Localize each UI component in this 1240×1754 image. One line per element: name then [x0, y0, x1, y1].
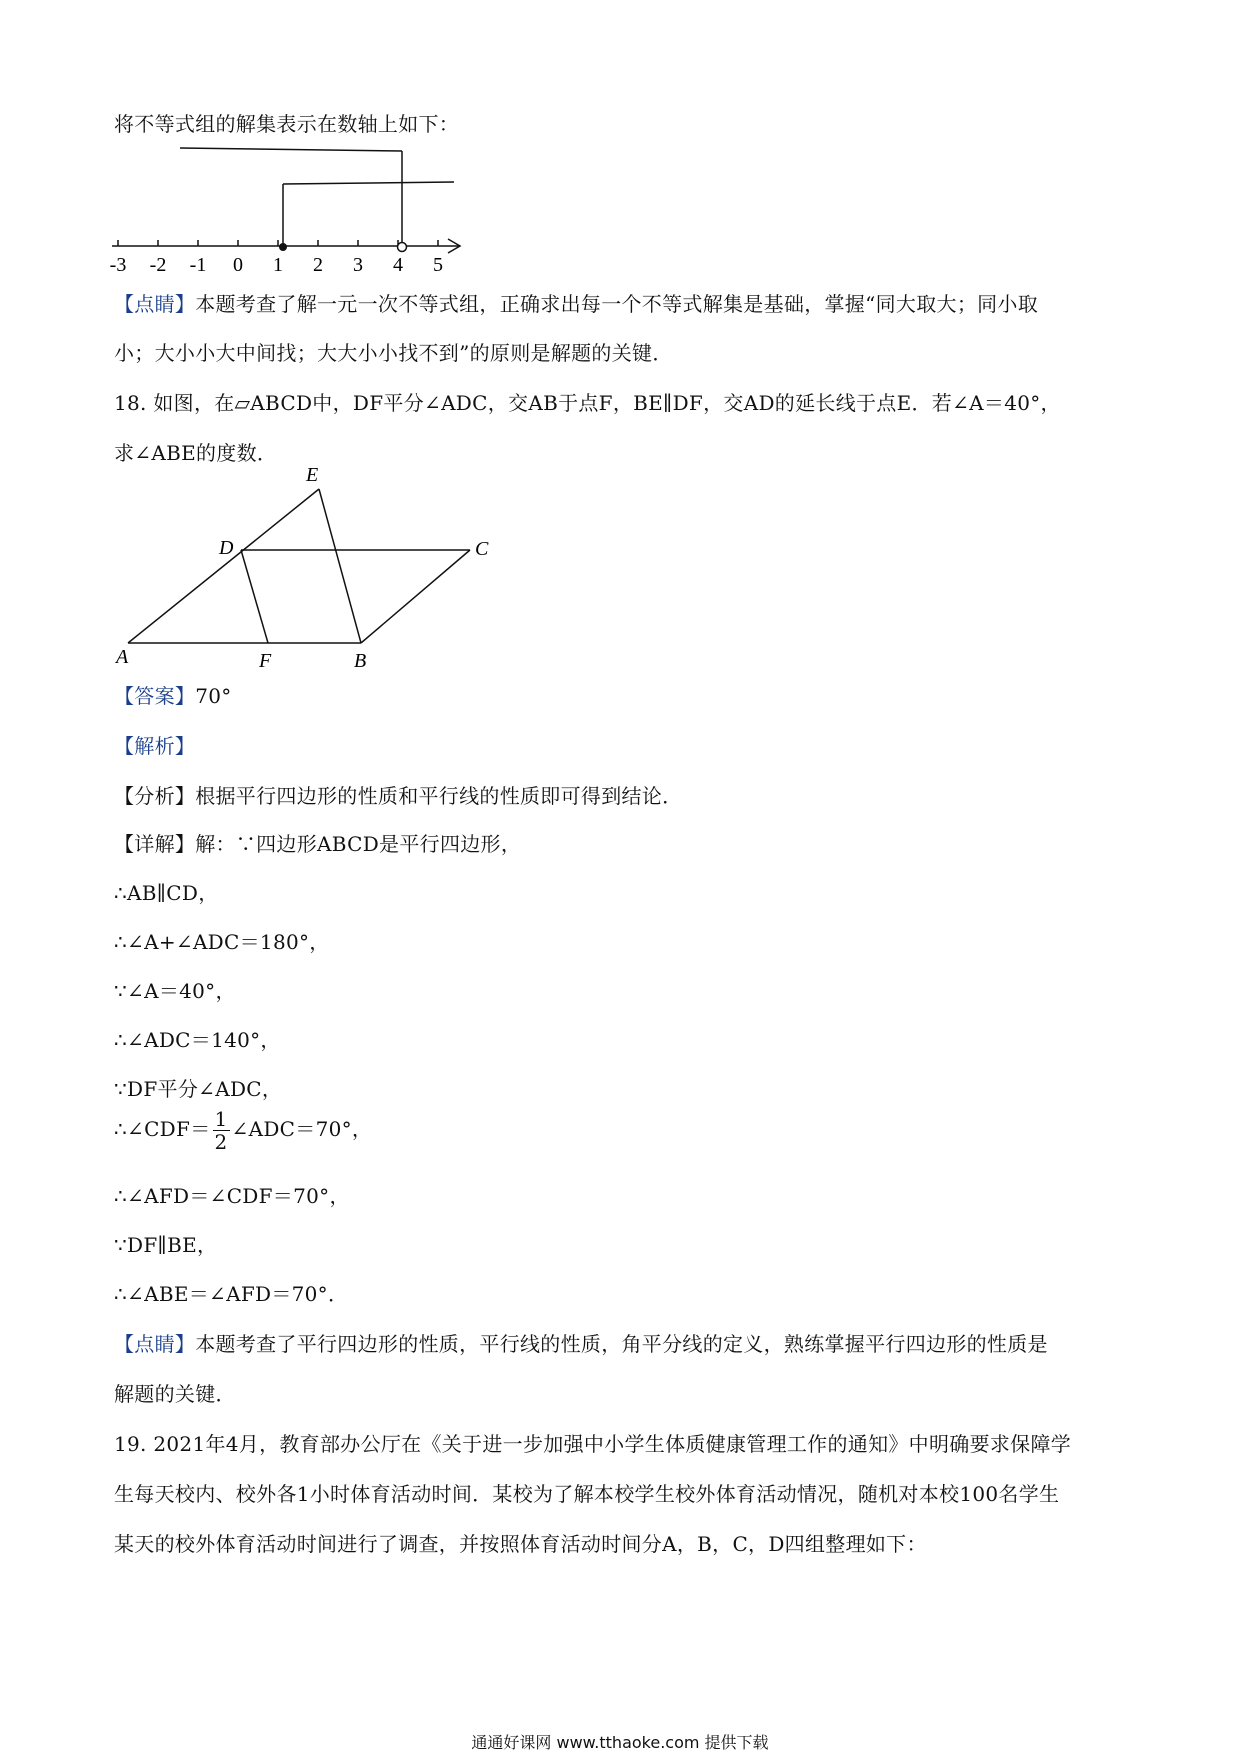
fraction-prefix: ∴∠CDF＝: [114, 1117, 211, 1141]
hollow-point: [398, 243, 407, 252]
tick-label: -3: [109, 254, 127, 276]
tick-label: 3: [353, 254, 363, 276]
step-line: ∴∠ADC＝140°，: [114, 1028, 281, 1052]
upper-bound-line: [180, 148, 402, 151]
fraction-step-line: [114, 1108, 372, 1153]
fenxi-line: [114, 780, 682, 809]
pointer17-line1: [114, 288, 1038, 317]
label-a: A: [116, 646, 129, 668]
fraction-numerator: 1: [214, 1107, 228, 1131]
pointer18-line2: 解题的关键．: [114, 1382, 236, 1406]
analysis-tag: 【解析】: [114, 734, 196, 758]
pointer18-tag: 【点睛】: [114, 1332, 196, 1356]
intro-line: 将不等式组的解集表示在数轴上如下：: [114, 112, 460, 136]
step-line: ∵DF∥BE，: [114, 1233, 218, 1257]
xiangjie-tag: 【详解】: [114, 832, 196, 856]
answer-tag: 【答案】: [114, 684, 196, 708]
number-line-figure: [108, 140, 468, 280]
pointer17-text1: 本题考查了解一元一次不等式组，正确求出每一个不等式解集是基础，掌握“同大取大；同小取: [195, 292, 1039, 316]
tick-label: 1: [273, 254, 283, 276]
q18-line1: 18. 如图，在▱ABCD中，DF平分∠ADC，交AB于点F，BE∥DF，交AD的延长线于点E．若∠A＝40°，: [114, 391, 1061, 415]
fraction-suffix: ∠ADC＝70°，: [231, 1117, 373, 1141]
tick-label: 2: [313, 254, 323, 276]
segment-be: [319, 489, 361, 643]
step-line: ∵DF平分∠ADC，: [114, 1077, 283, 1101]
fenxi-text: 根据平行四边形的性质和平行线的性质即可得到结论．: [195, 784, 683, 808]
answer-line: [114, 680, 232, 709]
pointer18-text1: 本题考查了平行四边形的性质，平行线的性质，角平分线的定义，熟练掌握平行四边形的性质是: [195, 1332, 1048, 1356]
step-line: ∴∠A+∠ADC＝180°，: [114, 930, 330, 954]
xiangjie-line: [114, 828, 521, 857]
tick-label: -1: [189, 254, 207, 276]
label-d: D: [219, 537, 234, 559]
tick-label: 4: [393, 254, 403, 276]
xiangjie-text: 解：∵四边形ABCD是平行四边形，: [195, 832, 522, 856]
fenxi-tag: 【分析】: [114, 784, 196, 808]
label-c: C: [475, 538, 489, 560]
segment-df: [241, 550, 268, 643]
pointer17-line2: 小；大小小大中间找；大大小小找不到”的原则是解题的关键．: [114, 341, 673, 365]
fraction: [213, 1108, 230, 1153]
tick-label: -2: [149, 254, 167, 276]
footer: 通通好课网 www.tthaoke.com 提供下载: [471, 1733, 769, 1752]
side-ae: [128, 489, 319, 643]
parallelogram-figure: [108, 460, 528, 675]
q19-line1: 19. 2021年4月，教育部办公厅在《关于进一步加强中小学生体质健康管理工作的通知》中明确要求保障学: [114, 1432, 1072, 1456]
label-e: E: [306, 464, 319, 486]
tick-label: 0: [233, 254, 243, 276]
tick-label: 5: [433, 254, 443, 276]
answer-value: 70°: [195, 684, 232, 708]
q18-line2: 求∠ABE的度数．: [114, 441, 278, 465]
side-bc: [361, 550, 470, 643]
step-line: ∴∠ABE＝∠AFD＝70°．: [114, 1282, 349, 1306]
fraction-denominator: 2: [214, 1130, 228, 1154]
q19-line3: 某天的校外体育活动时间进行了调查，并按照体育活动时间分A，B，C，D四组整理如下：: [114, 1532, 927, 1556]
pointer18-line1: [114, 1328, 1048, 1357]
step-line: ∴∠AFD＝∠CDF＝70°，: [114, 1184, 350, 1208]
pointer17-tag: 【点睛】: [114, 292, 196, 316]
lower-bound-line: [283, 182, 454, 184]
step-line: ∵∠A＝40°，: [114, 979, 236, 1003]
step-line: ∴AB∥CD，: [114, 881, 219, 905]
label-b: B: [354, 650, 367, 672]
label-f: F: [259, 650, 272, 672]
solid-point: [279, 243, 287, 251]
q19-line2: 生每天校内、校外各1小时体育活动时间．某校为了解本校学生校外体育活动情况，随机对本校100名学生: [114, 1482, 1060, 1506]
